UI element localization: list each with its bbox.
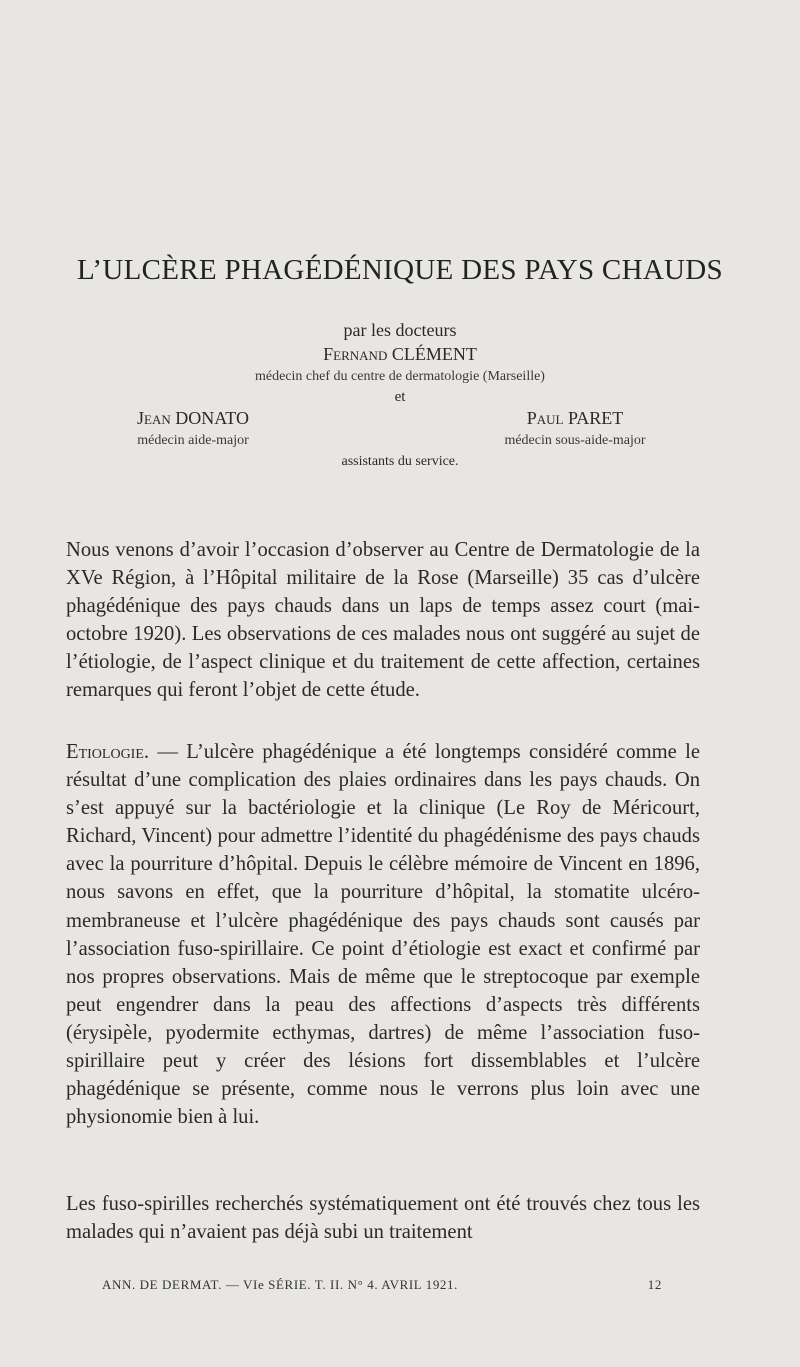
author-donato (98, 408, 288, 429)
page-number: 12 (647, 1277, 662, 1292)
intro-paragraph (66, 536, 700, 705)
fuso-paragraph (66, 1190, 700, 1246)
author-donato-first: Jean (137, 408, 171, 428)
journal-citation: ANN. DE DERMAT. — VIe SÉRIE. T. II. N° 4. AVRIL 1921. (102, 1277, 458, 1292)
author-paret-first: Paul (526, 408, 564, 428)
etiology-text: — L’ulcère phagédénique a été longtemps considéré comme le résultat d’une complication des plaies ordinaires dans les pays chauds. On s’est appuyé sur la bactériologie et la clinique (Le Roy de Méricourt, Richard, Vincent) pour admettre l’identité du phagédénisme des pays chauds avec la pourriture d’hôpital. Depuis le célèbre mémoire de Vincent en 1896, nous savons en effet, que la pourriture d’hôpital, la stomatite ulcéro-membraneuse et l’ulcère phagédénique des pays chauds sont causés par l’association fuso-spirillaire. Ce point d’étiologie est exact et confirmé par nos propres observations. Mais de même que le streptocoque par exemple peut engendrer dans la peau des affections d’aspects très différents (érysipèle, pyodermite ecthymas, dartres) de même l’association fuso-spirillaire peut y créer des lésions fort dissemblables et l’ulcère phagédénique se présente, comme nous le verrons plus loin avec une physionomie bien à lui. (66, 741, 700, 1129)
article-title: L’ULCÈRE PHAGÉDÉNIQUE DES PAYS CHAUDS (77, 254, 723, 286)
running-footer (102, 1277, 662, 1293)
author-paret-role: médecin sous-aide-major (504, 433, 646, 448)
intro-text: Nous venons d’avoir l’occasion d’observer au Centre de Dermatologie de la XVe Région, à l’Hôpital militaire de la Rose (Marseille) 35 cas d’ulcère phagédénique des pays chauds dans un laps de temps assez court (mai-octobre 1920). Les observations de ces malades nous ont suggéré au sujet de l’étiologie, de l’aspect clinique et du traitement de cette affection, certaines remarques qui feront l’objet de cette étude. (66, 539, 700, 702)
byline: par les docteurs (343, 320, 457, 340)
author-clement-last: CLÉMENT (391, 344, 477, 364)
author-paret (470, 408, 680, 429)
author-paret-last: PARET (567, 408, 624, 428)
fuso-text: Les fuso-spirilles recherchés systématiquement ont été trouvés chez tous les malades qui n’avaient pas déjà subi un traitement (66, 1193, 700, 1244)
author-donato-last: DONATO (175, 408, 249, 428)
conjunction: et (394, 389, 406, 405)
author-clement-role: médecin chef du centre de dermatologie (Marseille) (255, 369, 545, 384)
author-clement (0, 344, 800, 365)
assistants-note: assistants du service. (341, 454, 459, 469)
author-clement-first: Fernand (323, 344, 388, 364)
etiology-paragraph (66, 738, 700, 1131)
etiology-heading: Etiologie. (66, 741, 150, 763)
author-donato-role: médecin aide-major (137, 433, 249, 448)
